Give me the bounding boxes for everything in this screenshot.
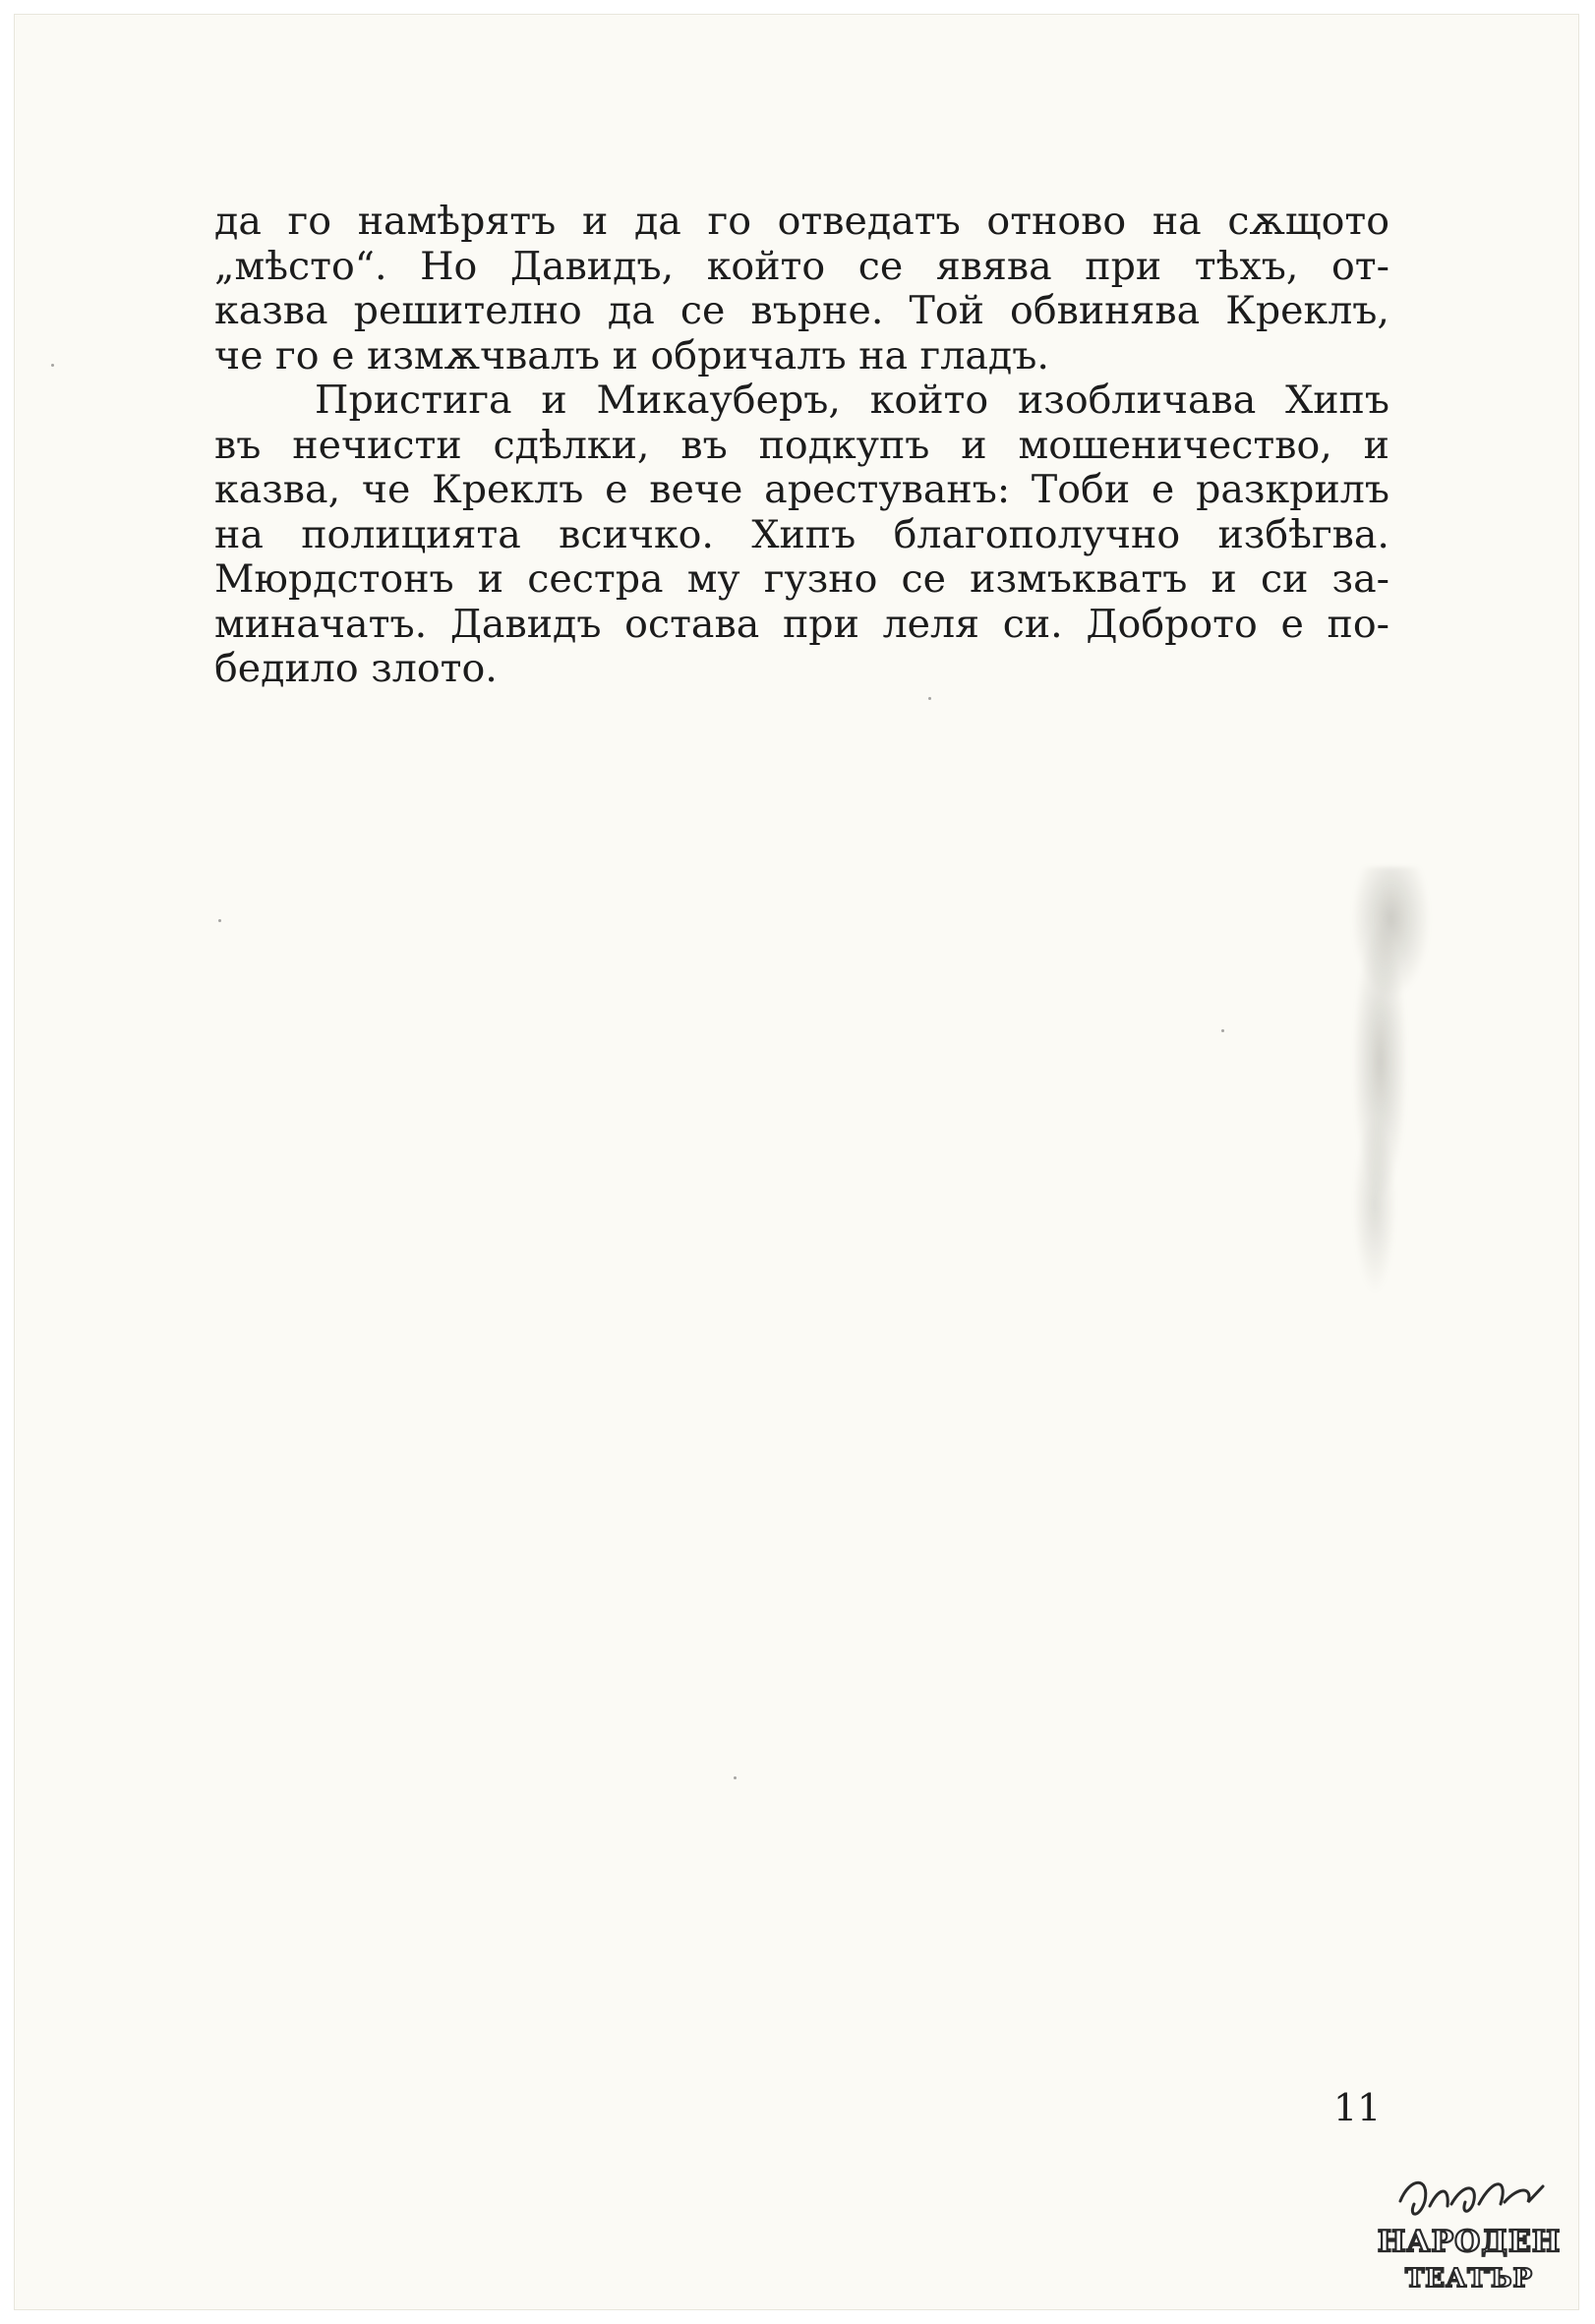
document-page [14,14,1579,2310]
text-line: бедило злото. [214,646,498,691]
paper-speck [218,919,221,922]
paragraph-2 [214,378,1389,692]
text-line: миначатъ. Давидъ остава при леля си. Доброто е по- [214,601,1389,647]
text-line: на полицията всичко. Хипъ благополучно избѣгва. [214,511,1389,557]
text-line: казва, че Креклъ е вече арестуванъ: Тоби е разкрилъ [214,467,1389,512]
paper-smudge [1331,867,1440,1300]
svg-text:НАРОДЕН: НАРОДЕН [1377,2225,1562,2259]
text-line: „мѣсто“. Но Давидъ, който се явява при тѣхъ, от- [214,243,1389,289]
paragraph-1 [214,200,1389,378]
svg-text:ТЕАТЪР: ТЕАТЪР [1404,2264,1534,2294]
body-text [214,200,1389,692]
paper-speck [1221,1029,1224,1032]
text-line: Пристига и Микауберъ, който изобличава Хипъ [315,378,1389,423]
text-line: че го е измѫчвалъ и обричалъ на гладъ. [214,332,1049,378]
text-line: Мюрдстонъ и сестра му гузно се измъкватъ и си за- [214,556,1389,602]
text-line: въ нечисти сдѣлки, въ подкупъ и мошеничество, и [214,422,1389,468]
paper-speck [734,1776,737,1779]
page-number: 11 [1333,2086,1382,2129]
theatre-stamp-logo [1371,2157,1567,2304]
text-line: казва решително да се върне. Той обвинява Креклъ, [214,288,1389,333]
paper-speck [928,697,931,700]
text-line: да го намѣрятъ и да го отведатъ отново на сѫщото [214,199,1389,244]
paper-speck [51,364,54,367]
